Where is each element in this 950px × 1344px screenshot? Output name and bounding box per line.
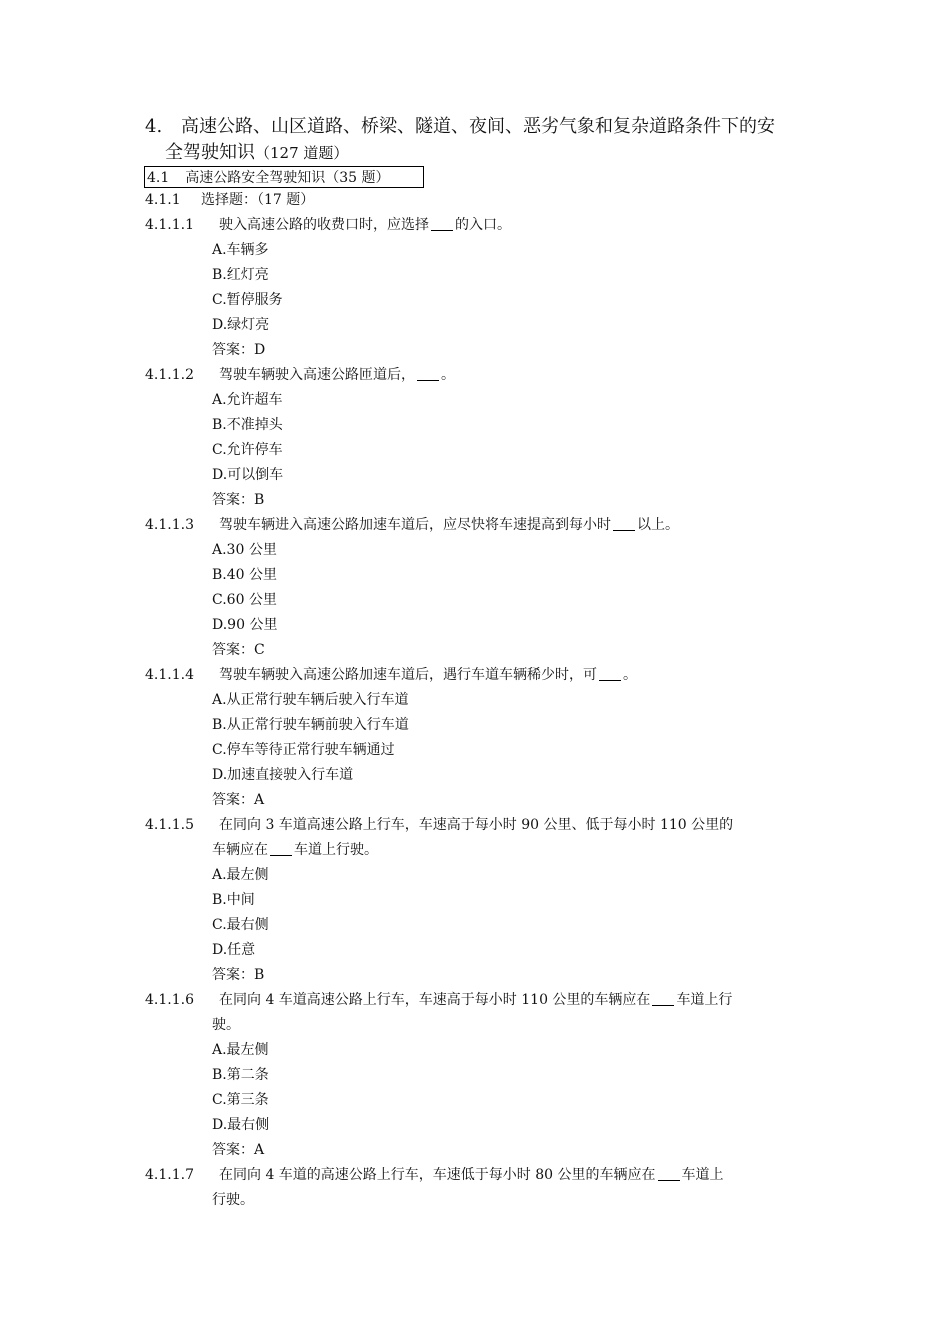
option-item: B.从正常行驶车辆前驶入行车道 <box>212 717 409 733</box>
question-text: 车道上行 <box>676 992 733 1008</box>
subsection-number: 4.1.1 <box>145 192 181 208</box>
question-text: 车道上 <box>681 1167 724 1183</box>
chapter-heading-line1 <box>145 114 815 140</box>
question-stem <box>145 513 815 538</box>
answer-blank <box>270 841 292 856</box>
question-block <box>145 988 815 1163</box>
question-text: 行驶。 <box>212 1192 254 1208</box>
question-text: 。 <box>441 367 455 383</box>
question-stem <box>145 663 815 688</box>
question-stem-continued <box>145 1013 815 1038</box>
option-item: A.最左侧 <box>212 867 269 883</box>
answer-line: 答案：A <box>212 792 265 808</box>
section-heading-box <box>144 166 424 188</box>
subsection-title: 选择题：（17 题） <box>201 192 315 208</box>
question-stem-continued <box>145 1188 815 1213</box>
question-list <box>145 188 815 1213</box>
question-number: 4.1.1.5 <box>145 817 194 833</box>
question-number: 4.1.1.1 <box>145 217 194 233</box>
option-item: D.90 公里 <box>212 617 278 633</box>
question-block <box>145 663 815 813</box>
question-number: 4.1.1.2 <box>145 367 194 383</box>
option-item: A.车辆多 <box>212 242 269 258</box>
chapter-question-count: （127 道题） <box>255 144 349 162</box>
section-title: 高速公路安全驾驶知识（35 题） <box>185 170 390 186</box>
chapter-title-part1: 高速公路、山区道路、桥梁、隧道、夜间、恶劣气象和复杂道路条件下的安 <box>181 116 775 137</box>
question-stem <box>145 1163 815 1188</box>
question-stem <box>145 213 815 238</box>
answer-blank <box>652 991 674 1006</box>
option-item: C.停车等待正常行驶车辆通过 <box>212 742 395 758</box>
answer-blank <box>599 666 621 681</box>
option-item: A.允许超车 <box>212 392 283 408</box>
option-item: A.30 公里 <box>212 542 277 558</box>
question-stem <box>145 988 815 1013</box>
option-item: D.加速直接驶入行车道 <box>212 767 354 783</box>
answer-blank <box>613 516 635 531</box>
answer-blank <box>658 1166 680 1181</box>
question-number: 4.1.1.6 <box>145 992 194 1008</box>
option-item: D.最右侧 <box>212 1117 270 1133</box>
question-text: 在同向 4 车道高速公路上行车，车速高于每小时 110 公里的车辆应在 <box>219 992 651 1008</box>
option-item: B.不准掉头 <box>212 417 283 433</box>
question-text: 。 <box>623 667 637 683</box>
option-item: C.允许停车 <box>212 442 283 458</box>
answer-blank <box>431 216 453 231</box>
section-number: 4.1 <box>147 170 170 186</box>
option-item: B.红灯亮 <box>212 267 269 283</box>
question-block <box>145 213 815 363</box>
question-text: 车辆应在 <box>212 842 268 858</box>
answer-line: 答案：B <box>212 492 265 508</box>
question-text: 驾驶车辆驶入高速公路加速车道后，遇行车道车辆稀少时，可 <box>219 667 597 683</box>
question-block <box>145 1163 815 1213</box>
answer-line: 答案：D <box>212 342 266 358</box>
option-item: D.可以倒车 <box>212 467 284 483</box>
question-block <box>145 813 815 988</box>
question-block <box>145 363 815 513</box>
option-item: C.第三条 <box>212 1092 269 1108</box>
option-item: C.最右侧 <box>212 917 269 933</box>
option-item: C.60 公里 <box>212 592 277 608</box>
subsection-heading <box>145 188 815 213</box>
option-item: C.暂停服务 <box>212 292 283 308</box>
chapter-number: 4. <box>145 116 163 137</box>
answer-line: 答案：A <box>212 1142 265 1158</box>
question-text: 的入口。 <box>455 217 511 233</box>
option-item: D.任意 <box>212 942 256 958</box>
question-text: 驾驶车辆驶入高速公路匝道后， <box>219 367 415 383</box>
question-text: 在同向 4 车道的高速公路上行车，车速低于每小时 80 公里的车辆应在 <box>219 1167 656 1183</box>
option-item: B.第二条 <box>212 1067 269 1083</box>
question-text: 驶入高速公路的收费口时，应选择 <box>219 217 429 233</box>
question-number: 4.1.1.3 <box>145 517 194 533</box>
answer-line: 答案：C <box>212 642 265 658</box>
option-item: B.中间 <box>212 892 255 908</box>
answer-line: 答案：B <box>212 967 265 983</box>
question-block <box>145 513 815 663</box>
option-item: B.40 公里 <box>212 567 278 583</box>
option-item: A.最左侧 <box>212 1042 269 1058</box>
question-number: 4.1.1.7 <box>145 1167 194 1183</box>
question-stem-continued <box>145 838 815 863</box>
question-text: 在同向 3 车道高速公路上行车，车速高于每小时 90 公里、低于每小时 110 公里的 <box>219 817 734 833</box>
question-stem <box>145 813 815 838</box>
question-text: 驶。 <box>212 1017 240 1033</box>
chapter-heading <box>145 114 815 166</box>
option-item: D.绿灯亮 <box>212 317 270 333</box>
option-item: A.从正常行驶车辆后驶入行车道 <box>212 692 409 708</box>
question-stem <box>145 363 815 388</box>
answer-blank <box>417 366 439 381</box>
chapter-heading-line2 <box>145 140 815 166</box>
question-text: 车道上行驶。 <box>294 842 378 858</box>
question-number: 4.1.1.4 <box>145 667 194 683</box>
question-text: 以上。 <box>637 517 679 533</box>
chapter-title-part2: 全驾驶知识 <box>165 142 255 163</box>
question-text: 驾驶车辆进入高速公路加速车道后，应尽快将车速提高到每小时 <box>219 517 611 533</box>
